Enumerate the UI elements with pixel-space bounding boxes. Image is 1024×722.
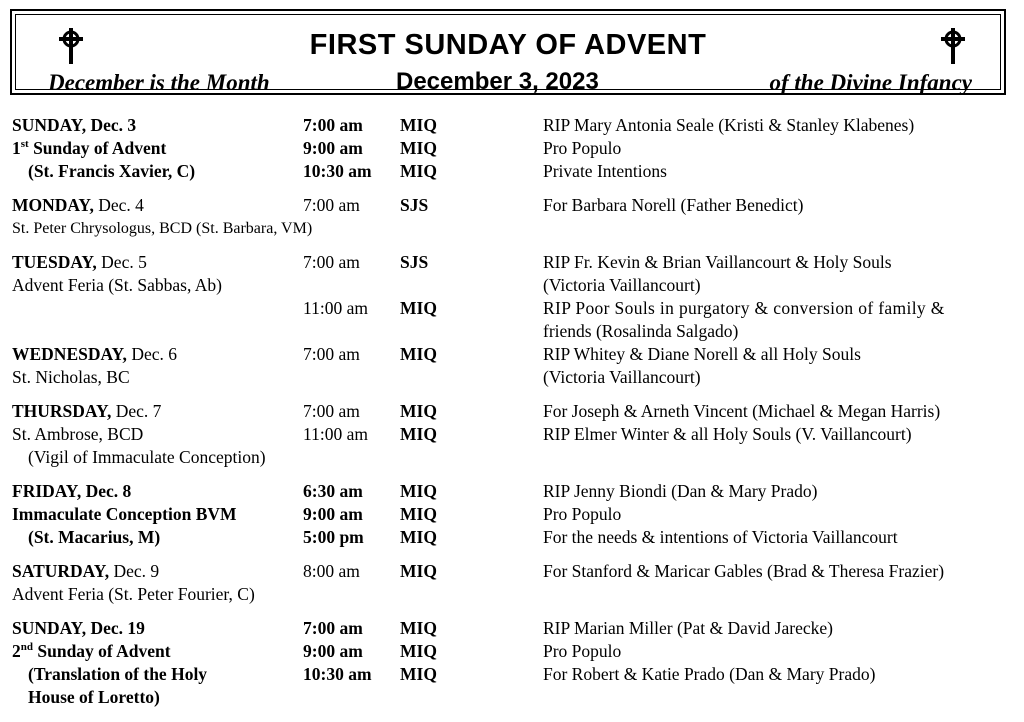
mass-time: 9:00 am [303,138,363,158]
day-name: SATURDAY, Dec. 9 [12,561,160,581]
celtic-cross-icon [940,28,966,64]
schedule-row [0,503,1024,526]
schedule-row [0,480,1024,503]
mass-location: MIQ [400,115,437,135]
mass-location: MIQ [400,481,437,501]
mass-time: 9:00 am [303,504,363,524]
schedule-row [0,274,1024,297]
mass-intention: For Joseph & Arneth Vincent (Michael & Megan Harris) [543,401,941,421]
mass-intention: For Barbara Norell (Father Benedict) [543,195,804,215]
mass-time: 10:30 am [303,161,372,181]
mass-time: 11:00 am [303,298,368,318]
mass-time: 7:00 am [303,115,363,135]
mass-intention: RIP Mary Antonia Seale (Kristi & Stanley Klabenes) [543,115,915,135]
mass-time: 7:00 am [303,195,360,215]
schedule-row [0,423,1024,446]
mass-location: MIQ [400,504,437,524]
mass-time: 6:30 am [303,481,363,501]
feast-name: Advent Feria (St. Sabbas, Ab) [12,275,222,295]
schedule-row [0,137,1024,160]
mass-intention: For the needs & intentions of Victoria Vaillancourt [543,527,898,547]
day-name: MONDAY, Dec. 4 [12,195,144,215]
day-name: THURSDAY, Dec. 7 [12,401,162,421]
mass-intention: Pro Populo [543,504,622,524]
schedule-row [0,640,1024,663]
mass-time: 5:00 pm [303,527,364,547]
mass-intention-cont: (Victoria Vaillancourt) [543,367,701,387]
mass-location: MIQ [400,664,437,684]
feast-note-cont: House of Loretto) [28,687,160,707]
day-name: FRIDAY, Dec. 8 [12,481,132,501]
schedule-row [0,526,1024,549]
feast-note: (St. Francis Xavier, C) [28,161,196,181]
mass-intention: RIP Poor Souls in purgatory & conversion of family & [543,298,945,318]
feast-name: 2nd Sunday of Advent [12,641,171,661]
mass-time: 7:00 am [303,252,360,272]
mass-intention-cont: (Victoria Vaillancourt) [543,275,701,295]
day-name: SUNDAY, Dec. 3 [12,115,137,135]
mass-time: 10:30 am [303,664,372,684]
schedule-row [0,114,1024,137]
day-name: SUNDAY, Dec. 19 [12,618,145,638]
day-name: TUESDAY, Dec. 5 [12,252,147,272]
mass-intention: RIP Marian Miller (Pat & David Jarecke) [543,618,833,638]
schedule-row [0,400,1024,423]
mass-location: MIQ [400,161,437,181]
mass-location: SJS [400,195,429,215]
mass-intention: Pro Populo [543,641,622,661]
mass-intention: For Robert & Katie Prado (Dan & Mary Prado) [543,664,876,684]
mass-location: SJS [400,252,429,272]
feast-name: St. Ambrose, BCD [12,424,144,444]
month-dedication-left: December is the Month [48,70,270,95]
mass-time: 7:00 am [303,618,363,638]
mass-location: MIQ [400,401,437,421]
schedule-row [0,617,1024,640]
schedule-row [0,297,1024,320]
schedule-row [0,160,1024,183]
schedule-row [0,194,1024,217]
mass-location: MIQ [400,138,437,158]
schedule-row [0,560,1024,583]
bulletin-date: December 3, 2023 [396,68,599,95]
bulletin-header [10,9,1006,95]
mass-intention: RIP Jenny Biondi (Dan & Mary Prado) [543,481,818,501]
mass-time: 8:00 am [303,561,360,581]
mass-intention: RIP Elmer Winter & all Holy Souls (V. Vaillancourt) [543,424,912,444]
month-dedication-right: of the Divine Infancy [769,70,972,95]
mass-intention: Private Intentions [543,161,667,181]
mass-time: 9:00 am [303,641,363,661]
feast-name: St. Peter Chrysologus, BCD (St. Barbara, VM) [12,220,313,237]
mass-location: MIQ [400,641,437,661]
mass-intention: RIP Fr. Kevin & Brian Vaillancourt & Holy Souls [543,252,892,272]
mass-time: 11:00 am [303,424,368,444]
mass-location: MIQ [400,527,437,547]
schedule-row [0,217,1024,240]
mass-time: 7:00 am [303,401,360,421]
feast-name: Advent Feria (St. Peter Fourier, C) [12,584,255,604]
feast-note: (St. Macarius, M) [28,527,161,547]
schedule-row [0,320,1024,343]
schedule-row [0,446,1024,469]
mass-intention: RIP Whitey & Diane Norell & all Holy Souls [543,344,861,364]
mass-location: MIQ [400,424,437,444]
mass-intention-cont: friends (Rosalinda Salgado) [543,321,739,341]
schedule-row [0,251,1024,274]
page-title: FIRST SUNDAY OF ADVENT [309,29,707,61]
mass-time: 7:00 am [303,344,360,364]
feast-note: (Vigil of Immaculate Conception) [28,447,266,467]
feast-note: (Translation of the Holy [28,664,208,684]
mass-location: MIQ [400,344,437,364]
schedule-row [0,686,1024,709]
feast-name: St. Nicholas, BC [12,367,130,387]
mass-location: MIQ [400,618,437,638]
mass-intention: For Stanford & Maricar Gables (Brad & Theresa Frazier) [543,561,945,581]
header-inner-border [15,14,1001,95]
feast-name: Immaculate Conception BVM [12,504,237,524]
feast-name: 1st Sunday of Advent [12,138,167,158]
mass-intention: Pro Populo [543,138,622,158]
day-name: WEDNESDAY, Dec. 6 [12,344,177,364]
mass-location: MIQ [400,561,437,581]
schedule-row [0,583,1024,606]
schedule-row [0,366,1024,389]
mass-location: MIQ [400,298,437,318]
schedule-row [0,343,1024,366]
schedule-row [0,663,1024,686]
